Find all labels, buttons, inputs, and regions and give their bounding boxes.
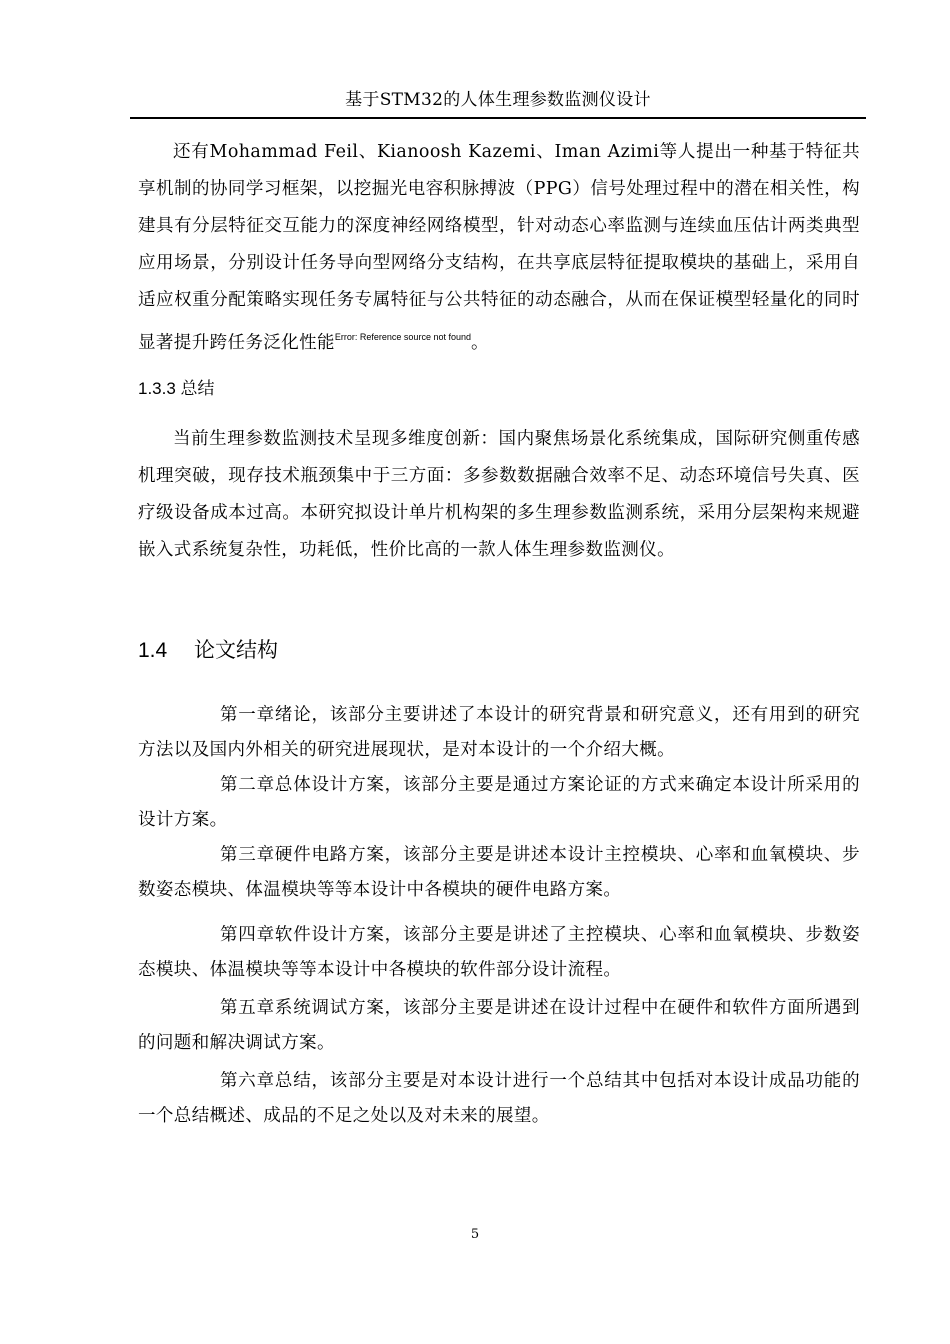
chapter-1-paragraph: 第一章绪论，该部分主要讲述了本设计的研究背景和研究意义，还有用到的研究方法以及国内外相关的研究进展现状，是对本设计的一个介绍大概。	[138, 705, 860, 760]
running-header: 基于STM32的人体生理参数监测仪设计	[345, 90, 651, 110]
section-title: 论文结构	[194, 639, 278, 662]
reference-error-citation: Error: Reference source not found	[334, 332, 471, 342]
chapter-4-paragraph: 第四章软件设计方案，该部分主要是讲述了主控模块、心率和血氧模块、步数姿态模块、体温模块等等本设计中各模块的软件部分设计流程。	[138, 925, 860, 980]
header-rule	[130, 117, 866, 119]
chapter-3-paragraph: 第三章硬件电路方案，该部分主要是讲述本设计主控模块、心率和血氧模块、步数姿态模块、体温模块等等本设计中各模块的硬件电路方案。	[138, 845, 860, 900]
intro-text: 还有Mohammad Feil、Kianoosh Kazemi、Iman Azimi等人提出一种基于特征共享机制的协同学习框架，以挖掘光电容积脉搏波（PPG）信号处理过程中的潜在相关性，构建具有分层特征交互能力的深度神经网络模型，针对动态心率监测与连续血压估计两类典型应用场景，分别设计任务导向型网络分支结构，在共享底层特征提取模块的基础上，采用自适应权重分配策略实现任务专属特征与公共特征的动态融合，从而在保证模型轻量化的同时显著提升跨任务泛化性能	[138, 142, 860, 353]
page-number: 5	[470, 1227, 480, 1242]
subsection-heading-summary: 1.3.3 总结	[138, 379, 215, 398]
section-heading-structure	[138, 636, 278, 666]
section-number: 1.4	[138, 639, 168, 662]
summary-paragraph: 当前生理参数监测技术呈现多维度创新：国内聚焦场景化系统集成，国际研究侧重传感机理突破，现存技术瓶颈集中于三方面：多参数数据融合效率不足、动态环境信号失真、医疗级设备成本过高。本研究拟设计单片机构架的多生理参数监测系统，采用分层架构来规避嵌入式系统复杂性，功耗低，性价比高的一款人体生理参数监测仪。	[138, 429, 860, 560]
intro-end-mark: 。	[470, 333, 489, 353]
chapter-6-paragraph: 第六章总结，该部分主要是对本设计进行一个总结其中包括对本设计成品功能的一个总结概述、成品的不足之处以及对未来的展望。	[138, 1071, 860, 1126]
chapter-5-paragraph: 第五章系统调试方案，该部分主要是讲述在设计过程中在硬件和软件方面所遇到的问题和解决调试方案。	[138, 998, 860, 1053]
intro-paragraph	[138, 134, 860, 362]
chapter-2-paragraph: 第二章总体设计方案，该部分主要是通过方案论证的方式来确定本设计所采用的设计方案。	[138, 775, 860, 830]
